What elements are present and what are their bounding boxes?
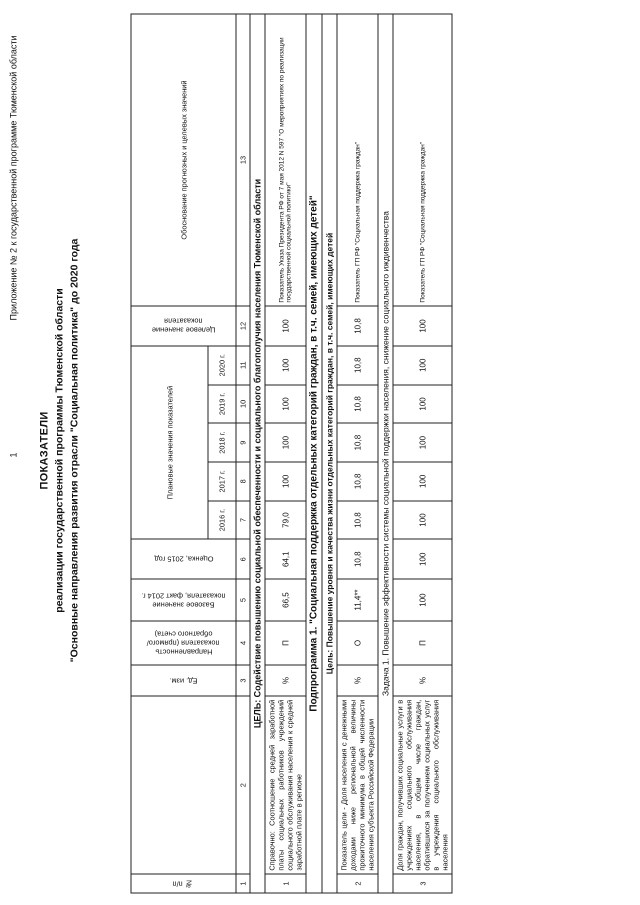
estimate-cell: 64,1 <box>265 539 306 579</box>
unit-cell: % <box>393 664 452 695</box>
col-num-6: 6 <box>236 539 250 579</box>
col-num-11: 11 <box>236 345 250 384</box>
estimate-cell: 10,8 <box>337 539 378 579</box>
title-block <box>38 35 80 865</box>
col-num-3: 3 <box>236 664 250 695</box>
value-2016: 100 <box>393 500 452 539</box>
col-header-base: Базовое значение показателя, факт 2014 г. <box>131 579 236 621</box>
indicator-name: Доля граждан, получивших социальные услуги в учреждениях социального обслуживания населения, в общем числе граждан, обратившихся за получением социальных услуг в учреждения социального обслуживания населения <box>393 696 452 874</box>
col-num-2: 2 <box>236 696 250 874</box>
col-year-2018: 2018 г. <box>208 423 236 462</box>
row-num: 2 <box>337 874 378 893</box>
value-2017: 10,8 <box>337 461 378 500</box>
subgoal-text: Цель: Повышение уровня и качества жизни отдельных категорий граждан, в т.ч. семей, имеющих детей <box>322 14 337 893</box>
document-subtitle-2: "Основные направления развития отрасли "Социальная политика" до 2020 года <box>68 238 80 662</box>
target-cell: 100 <box>393 306 452 346</box>
row-num: 3 <box>393 874 452 893</box>
document-header <box>8 35 128 865</box>
table-row <box>393 14 452 893</box>
col-header-name <box>131 696 236 874</box>
col-num-10: 10 <box>236 384 250 423</box>
target-cell: 100 <box>265 306 306 346</box>
subprogram-text: Подпрограмма 1. "Социальная поддержка отдельных категорий граждан, в т.ч. семей, имеющих детей" <box>306 14 322 893</box>
col-num-13: 13 <box>236 14 250 306</box>
task-text: Задача 1. Повышение эффективности системы социальной поддержки населения, снижение социального иждивенчества <box>378 14 393 893</box>
value-2016: 10,8 <box>337 500 378 539</box>
col-header-estimate: Оценка, 2015 год <box>131 539 236 579</box>
value-2017: 100 <box>265 461 306 500</box>
col-header-direction: Направленность показателя (прямого/обратного счета) <box>131 620 236 664</box>
base-cell: 100 <box>393 579 452 621</box>
value-2018: 100 <box>265 423 306 462</box>
direction-cell: О <box>337 620 378 664</box>
unit-cell: % <box>337 664 378 695</box>
task-row <box>378 14 393 893</box>
subprogram-row <box>306 14 322 893</box>
col-year-2016: 2016 г. <box>208 500 236 539</box>
direction-cell: П <box>393 620 452 664</box>
value-2018: 10,8 <box>337 423 378 462</box>
basis-cell: Показатель ГП РФ "Социальная поддержка граждан" <box>393 14 452 306</box>
value-2016: 79,0 <box>265 500 306 539</box>
col-num-4: 4 <box>236 620 250 664</box>
goal-row <box>250 14 265 893</box>
table-row <box>337 14 378 893</box>
basis-cell: Показатель ГП РФ "Социальная поддержка граждан" <box>337 14 378 306</box>
col-year-2020: 2020 г. <box>208 345 236 384</box>
base-cell: 11,4** <box>337 579 378 621</box>
row-num: 1 <box>265 874 306 893</box>
page-number: 1 <box>8 451 18 457</box>
indicators-table <box>130 13 452 893</box>
value-2019: 100 <box>393 384 452 423</box>
estimate-cell: 100 <box>393 539 452 579</box>
col-header-num: № п/п <box>131 874 236 893</box>
value-2017: 100 <box>393 461 452 500</box>
document-title: ПОКАЗАТЕЛИ <box>38 410 50 490</box>
header-row-1 <box>131 14 208 893</box>
col-num-9: 9 <box>236 423 250 462</box>
basis-cell: Показатель Указа Президента РФ от 7 мая 2012 N 597 "О мероприятиях по реализации государственной социальной политики" <box>265 14 306 306</box>
table-row <box>265 14 306 893</box>
indicator-name: Показатель цели - Доля населения с денежными доходами ниже региональной величины прожиточного минимума в общей численности населения субъекта Российской Федерации <box>337 696 378 874</box>
col-header-unit: Ед. изм. <box>131 664 236 695</box>
col-header-planned: Плановые значения показателей <box>131 345 208 539</box>
indicator-name: Справочно: Соотношение средней заработной платы социальных работников учреждений социального обслуживания населения к средней заработной плате в регионе <box>265 696 306 874</box>
col-year-2017: 2017 г. <box>208 461 236 500</box>
value-2020: 10,8 <box>337 345 378 384</box>
col-num-12: 12 <box>236 306 250 346</box>
col-num-7: 7 <box>236 500 250 539</box>
col-header-target: Целевое значение показателя <box>131 306 236 346</box>
col-header-basis: Обоснование прогнозных и целевых значений <box>131 14 236 306</box>
base-cell: 66,5 <box>265 579 306 621</box>
value-2019: 10,8 <box>337 384 378 423</box>
col-num-8: 8 <box>236 461 250 500</box>
goal-text: ЦЕЛЬ: Содействие повышению социальной обеспеченности и социального благополучия населения Тюменской области <box>250 14 265 893</box>
value-2020: 100 <box>265 345 306 384</box>
value-2019: 100 <box>265 384 306 423</box>
col-year-2019: 2019 г. <box>208 384 236 423</box>
target-cell: 10,8 <box>337 306 378 346</box>
appendix-note: Приложение № 2 к государственной программе Тюменской области <box>8 35 18 320</box>
direction-cell: П <box>265 620 306 664</box>
col-num-5: 5 <box>236 579 250 621</box>
value-2018: 100 <box>393 423 452 462</box>
subgoal-row <box>322 14 337 893</box>
col-num-1: 1 <box>236 874 250 893</box>
column-number-row <box>236 14 250 893</box>
unit-cell: % <box>265 664 306 695</box>
value-2020: 100 <box>393 345 452 384</box>
document-subtitle-1: реализации государственной программы Тюменской области <box>53 287 65 613</box>
